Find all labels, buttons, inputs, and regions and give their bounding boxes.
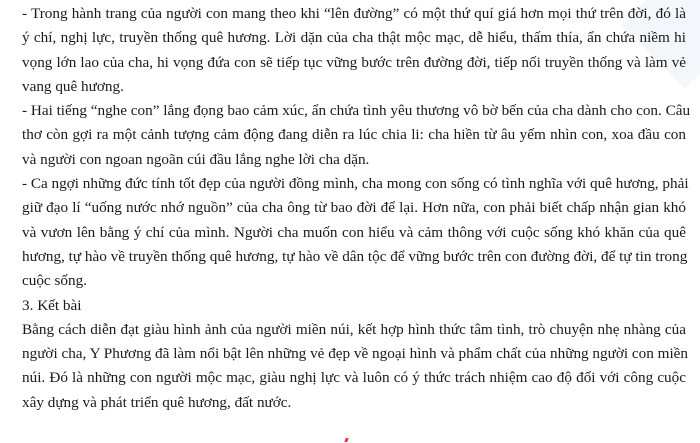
text-line: và người con ngoan ngoãn cúi đầu lắng nghe lời cha dặn. xyxy=(22,150,370,168)
text-line: - Trong hành trang của người con mang theo khi “lên đường” có một thứ quí giá hơn mọi thứ trên đời, đó là xyxy=(22,5,686,22)
text-line: - Ca ngợi những đức tính tốt đẹp của người đồng mình, cha mong con sống có tình nghĩa với quê hương, phải xyxy=(22,175,689,193)
text-line: Bằng cách diễn đạt giàu hình ảnh của người miền núi, kết hợp hình thức tâm tình, trò chuyện nhẹ nhàng của xyxy=(22,320,686,338)
paragraph-nghe-con xyxy=(22,99,691,172)
text-line: và vươn lên bằng ý chí của mình. Người cha muốn con hiểu và cảm thông với cuộc sống khó khăn của quê xyxy=(22,223,686,241)
text-line: thơ còn gợi ra một cảnh tượng cảm động đang diễn ra lúc chia li: cha hiền từ âu yếm nhìn con, xoa đầu con xyxy=(22,126,686,144)
heading-text: 3. Kết bài xyxy=(22,296,82,314)
text-line: người cha, Y Phương đã làm nổi bật lên những vẻ đẹp về ngoại hình và phẩm chất của những người con miền xyxy=(22,345,688,363)
text-line: núi. Đó là những con người mộc mạc, giàu nghị lực và luôn có ý thức trách nhiệm cao độ đối với công cuộc xyxy=(22,369,686,387)
text-line: ý chí, nghị lực, truyền thống quê hương. Lời dặn của cha thật mộc mạc, dễ hiểu, thấm thía, ẩn chứa niềm hi xyxy=(22,29,686,47)
text-line: vang quê hương. xyxy=(22,77,124,95)
text-line: hương, tự hào về truyền thống quê hương, tự hào về dân tộc để vững bước trên con đường đời, để tự tin trong xyxy=(22,247,688,265)
text-line: cuộc sống. xyxy=(22,272,87,290)
paragraph-virtues xyxy=(22,172,689,293)
cursor-mark xyxy=(344,438,348,442)
section-heading-conclusion xyxy=(22,294,686,318)
document-body xyxy=(22,2,691,415)
paragraph-conclusion xyxy=(22,318,686,415)
text-line: giữ đạo lí “uống nước nhớ nguồn” của cha ông từ bao đời để lại. Hơn nữa, con phải biết chấp nhận gian khó xyxy=(22,199,686,217)
text-line: - Hai tiếng “nghe con” lắng đọng bao cảm xúc, ẩn chứa tình yêu thương vô bờ bến của cha dành cho con. Câu xyxy=(22,102,691,120)
text-line: xây dựng và phát triển quê hương, đất nước. xyxy=(22,393,292,411)
text-line: vọng lớn lao của cha, hi vọng đứa con sẽ tiếp tục vững bước trên đường đời, tiếp nối truyền thống và làm vẻ xyxy=(22,53,686,71)
paragraph-travel-luggage xyxy=(22,2,686,99)
